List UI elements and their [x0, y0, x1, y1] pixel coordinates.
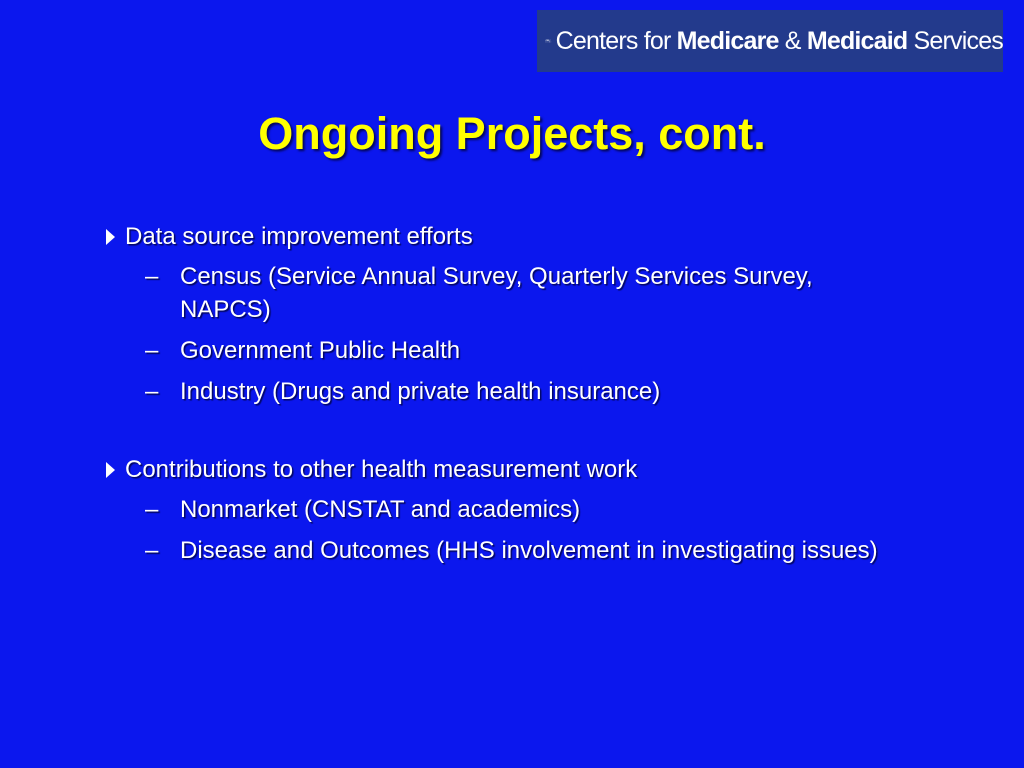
slide-content	[104, 220, 964, 575]
sub-bullet	[104, 334, 892, 367]
dash-icon: –	[145, 378, 159, 405]
section-spacer	[104, 416, 964, 453]
cms-logo	[537, 10, 1003, 72]
bullet-text: Contributions to other health measurement work	[125, 456, 638, 483]
bullet-level1	[104, 220, 964, 253]
logo-text-part-3: &	[778, 26, 807, 55]
cms-logo-text	[556, 27, 1003, 56]
sub-bullet-text: Nonmarket (CNSTAT and academics)	[180, 496, 581, 523]
sub-bullet	[104, 375, 892, 408]
bullet-level1	[104, 453, 964, 486]
dash-icon: –	[145, 263, 159, 290]
dash-icon: –	[145, 337, 159, 364]
logo-text-medicaid: Medicaid	[806, 26, 908, 55]
sub-bullet-text: Census (Service Annual Survey, Quarterly Services Survey, NAPCS)	[180, 263, 813, 323]
sub-bullet	[104, 260, 892, 326]
slide-title: Ongoing Projects, cont.	[258, 108, 766, 159]
sub-bullet-text: Industry (Drugs and private health insurance)	[180, 378, 661, 405]
sub-bullet	[104, 534, 892, 567]
triangle-right-icon	[104, 229, 116, 245]
sub-bullet	[104, 493, 892, 526]
dash-icon: –	[145, 537, 159, 564]
bullet-text: Data source improvement efforts	[125, 223, 473, 250]
cms-logo-icon	[545, 19, 552, 63]
logo-text-part-1: Centers for	[555, 26, 677, 55]
sub-bullet-text: Government Public Health	[180, 337, 461, 364]
sub-bullet-text: Disease and Outcomes (HHS involvement in investigating issues)	[180, 537, 878, 564]
logo-text-medicare: Medicare	[676, 26, 779, 55]
logo-text-part-5: Services	[907, 26, 1003, 55]
cms-abbr: CMS	[545, 41, 550, 43]
triangle-right-icon	[104, 462, 116, 478]
dash-icon: –	[145, 496, 159, 523]
